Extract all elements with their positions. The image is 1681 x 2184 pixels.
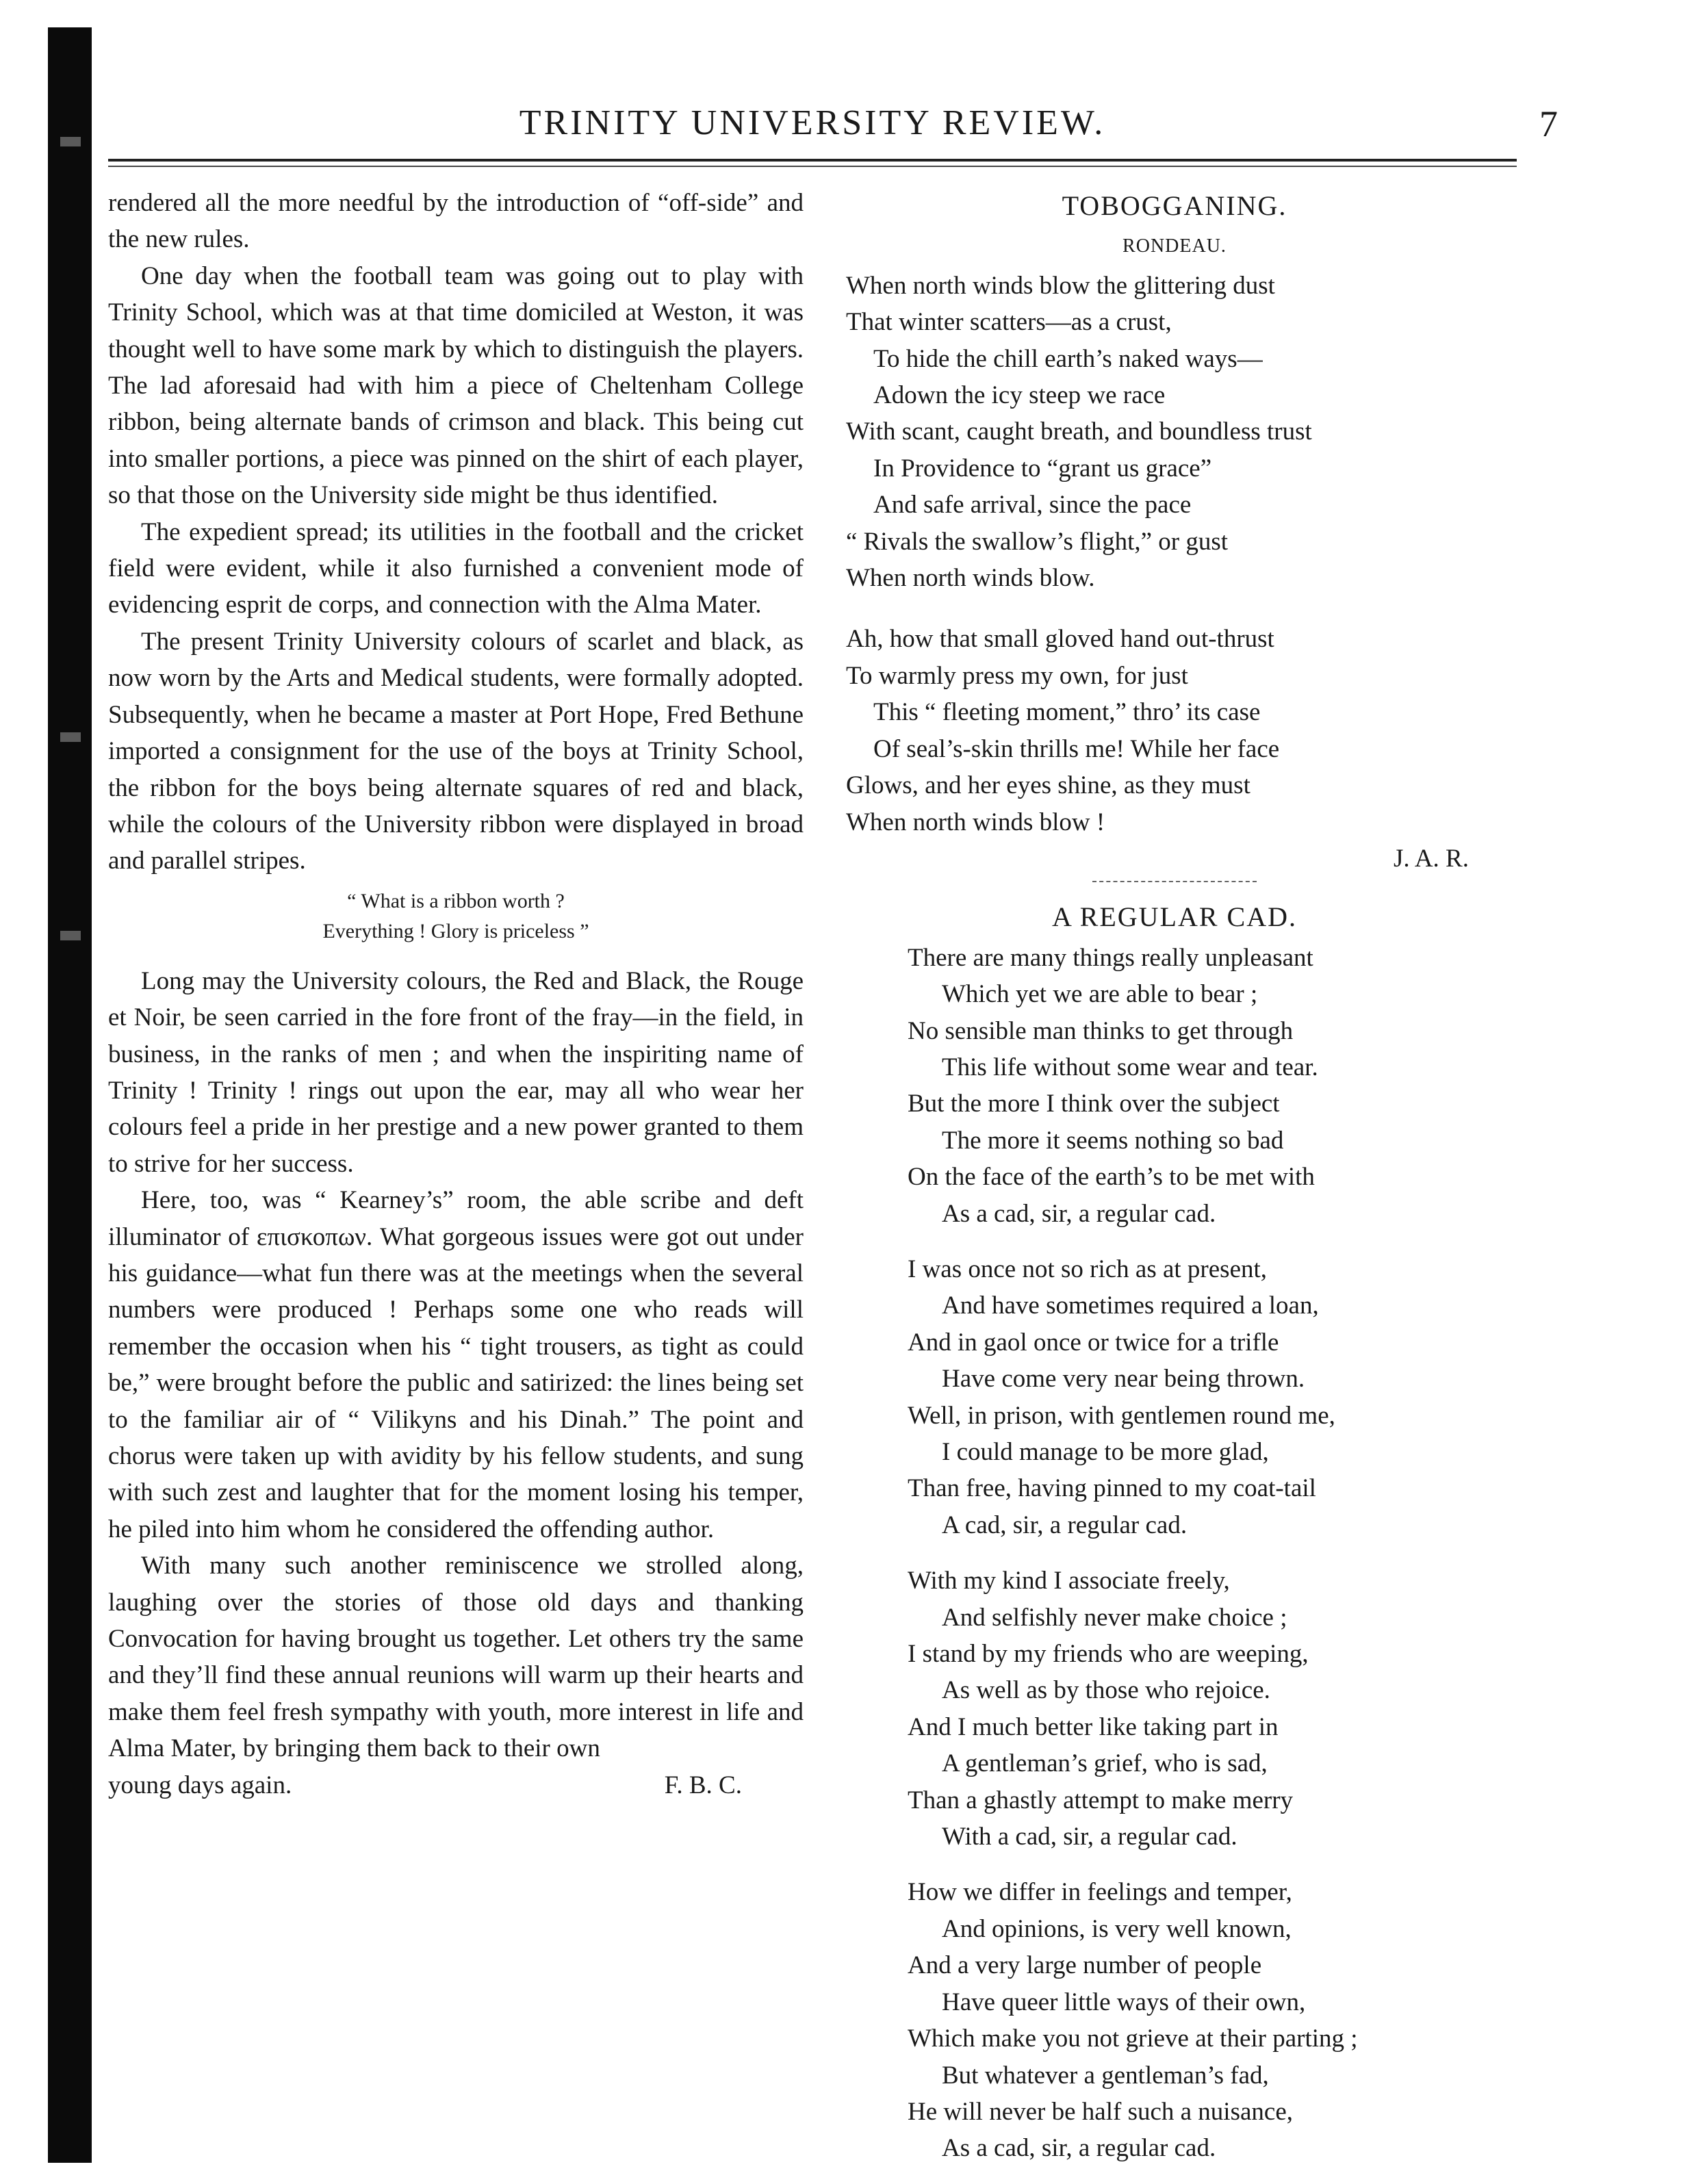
right-column — [846, 185, 1503, 2167]
poem-line: As a cad, sir, a regular cad. — [942, 2134, 1216, 2163]
poem-line: To warmly press my own, for just — [846, 661, 1188, 690]
poem-line: Of seal’s-skin thrills me! While her face — [873, 734, 1280, 763]
poem-line: This “ fleeting moment,” thro’ its case — [873, 698, 1261, 727]
quote-line: “ What is a ribbon worth ? — [347, 889, 565, 912]
poem-line: Adown the icy steep we race — [873, 381, 1166, 410]
binding-mark — [60, 732, 81, 742]
closing-text: young days again. — [108, 1771, 292, 1799]
left-column — [108, 185, 804, 1803]
poem-line: Than a ghastly attempt to make merry — [908, 1786, 1294, 1814]
header-rule — [108, 159, 1517, 162]
poem-tobogganing — [846, 268, 1503, 840]
poem-line: That winter scatters—as a crust, — [846, 308, 1172, 337]
binding-edge — [48, 27, 92, 2163]
poem-line: A gentleman’s grief, who is sad, — [942, 1749, 1268, 1778]
poem-line: Have come very near being thrown. — [942, 1365, 1305, 1393]
paragraph: The present Trinity University colours of scarlet and black, as now worn by the Arts and Medical students, were formally adopted. Subsequently, when he became a master at Port Hope, Fred Bethune imported a consignment for the use of the boys at Trinity School, the ribbon for the boys being alternate squares of red and black, while the colours of the University ribbon were displayed in broad and parallel stripes. — [108, 627, 804, 875]
poem-line: As well as by those who rejoice. — [942, 1676, 1270, 1705]
poem-line: But whatever a gentleman’s fad, — [942, 2061, 1269, 2090]
poem-author: J. A. R. — [1393, 844, 1469, 873]
poem-line: Which make you not grieve at their parting ; — [908, 2025, 1358, 2053]
poem-line: This life without some wear and tear. — [942, 1053, 1318, 1081]
poem-line: Which yet we are able to bear ; — [942, 980, 1258, 1009]
poem-line: And I much better like taking part in — [908, 1712, 1279, 1741]
poem-line: There are many things really unpleasant — [908, 943, 1313, 972]
journal-title: TRINITY UNIVERSITY REVIEW. — [519, 103, 1106, 142]
paragraph: rendered all the more needful by the introduction of “off-side” and the new rules. — [108, 189, 804, 254]
poem-title: A REGULAR CAD. — [1051, 901, 1298, 933]
poem-line: I could manage to be more glad, — [942, 1438, 1269, 1466]
poem-line: To hide the chill earth’s naked ways— — [873, 344, 1263, 373]
section-divider — [1092, 881, 1257, 882]
poem-line: Have queer little ways of their own, — [942, 1988, 1306, 2016]
poem-line: With a cad, sir, a regular cad. — [942, 1823, 1237, 1851]
poem-line: How we differ in feelings and temper, — [908, 1878, 1292, 1907]
poem-line: And a very large number of people — [908, 1951, 1262, 1980]
poem-line: With scant, caught breath, and boundless trust — [846, 417, 1312, 446]
poem-line: But the more I think over the subject — [908, 1090, 1280, 1118]
paragraph: Here, too, was “ Kearney’s” room, the able scribe and deft illuminator of επισκοπων. What gorgeous issues were got out under his guidance—what fun there was at the meetings when the several numbers were produced ! Perhaps some one who reads will remember the occasion when his “ tight trousers, as tight as could be,” were brought before the public and satirized: the lines being set to the familiar air of “ Vilikyns and his Dinah.” The point and chorus were taken up with avidity by his fellow students, and sung with such zest and laughter that for the moment losing his temper, he piled into him whom he considered the offending author. — [108, 1186, 804, 1543]
poem-line: No sensible man thinks to get through — [908, 1016, 1294, 1045]
paragraph: One day when the football team was going out to play with Trinity School, which was at that time domiciled at Weston, it was thought well to have some mark by which to distinguish the players. The lad aforesaid had with him a piece of Cheltenham College ribbon, being alternate bands of crimson and black. This being cut into smaller portions, a piece was pinned on the shirt of each player, so that those on the University side might be thus identified. — [108, 261, 804, 510]
poem-line: The more it seems nothing so bad — [942, 1126, 1284, 1155]
poem-line: “ Rivals the swallow’s flight,” or gust — [846, 527, 1229, 556]
quotation — [108, 886, 804, 947]
binding-mark — [60, 137, 81, 146]
poem-line: Well, in prison, with gentlemen round me, — [908, 1401, 1335, 1430]
poem-title: TOBOGGANING. — [1062, 190, 1287, 221]
paragraph: With many such another reminiscence we strolled along, laughing over the stories of those old days and thanking Convocation for having brought us together. Let others try the same and they’ll find these annual reunions will warm up their hearts and make them feel fresh sympathy with youth, more interest in life and Alma Mater, by bringing them back to their own — [108, 1552, 804, 1763]
page-header — [108, 96, 1558, 157]
paragraph: The expedient spread; its utilities in the football and the cricket field were evident, while it also furnished a convenient mode of evidencing esprit de corps, and connection with the Alma Mater. — [108, 517, 804, 619]
poem-refrain: When north winds blow. — [846, 564, 1095, 593]
poem-line: When north winds blow the glittering dust — [846, 271, 1275, 300]
poem-refrain: When north winds blow ! — [846, 808, 1105, 836]
header-rule-thin — [108, 166, 1517, 167]
poem-line: I was once not so rich as at present, — [908, 1255, 1268, 1283]
poem-line: On the face of the earth’s to be met with — [908, 1163, 1315, 1192]
signature: F. B. C. — [664, 1771, 742, 1799]
poem-line: And have sometimes required a loan, — [942, 1292, 1319, 1320]
paragraph: Long may the University colours, the Red and Black, the Rouge et Noir, be seen carried in the fore front of the fray—in the field, in business, in the ranks of men ; and when the inspiriting name of Trinity ! Trinity ! rings out upon the ear, may all who wear her colours feel a pride in her prestige and a new power granted to them to strive for her success. — [108, 966, 804, 1178]
poem-line: Than free, having pinned to my coat-tail — [908, 1474, 1316, 1503]
poem-line: Ah, how that small gloved hand out-thrust — [846, 625, 1274, 654]
poem-line: Glows, and her eyes shine, as they must — [846, 771, 1250, 800]
poem-line: With my kind I associate freely, — [908, 1567, 1230, 1595]
page-number: 7 — [1539, 103, 1558, 144]
poem-line: And in gaol once or twice for a trifle — [908, 1328, 1279, 1357]
poem-line: And safe arrival, since the pace — [873, 491, 1192, 519]
poem-line: I stand by my friends who are weeping, — [908, 1640, 1309, 1669]
poem-regular-cad — [846, 940, 1503, 2167]
closing-line — [108, 1767, 804, 1803]
poem-line: And opinions, is very well known, — [942, 1914, 1292, 1943]
poem-line: He will never be half such a nuisance, — [908, 2097, 1294, 2126]
poem-line: As a cad, sir, a regular cad. — [942, 1199, 1216, 1228]
poem-line: In Providence to “grant us grace” — [873, 454, 1212, 483]
binding-mark — [60, 931, 81, 940]
poem-subtitle: RONDEAU. — [1122, 235, 1227, 257]
poem-line: A cad, sir, a regular cad. — [942, 1511, 1188, 1539]
quote-line: Everything ! Glory is priceless ” — [322, 919, 589, 942]
poem-line: And selfishly never make choice ; — [942, 1603, 1287, 1632]
